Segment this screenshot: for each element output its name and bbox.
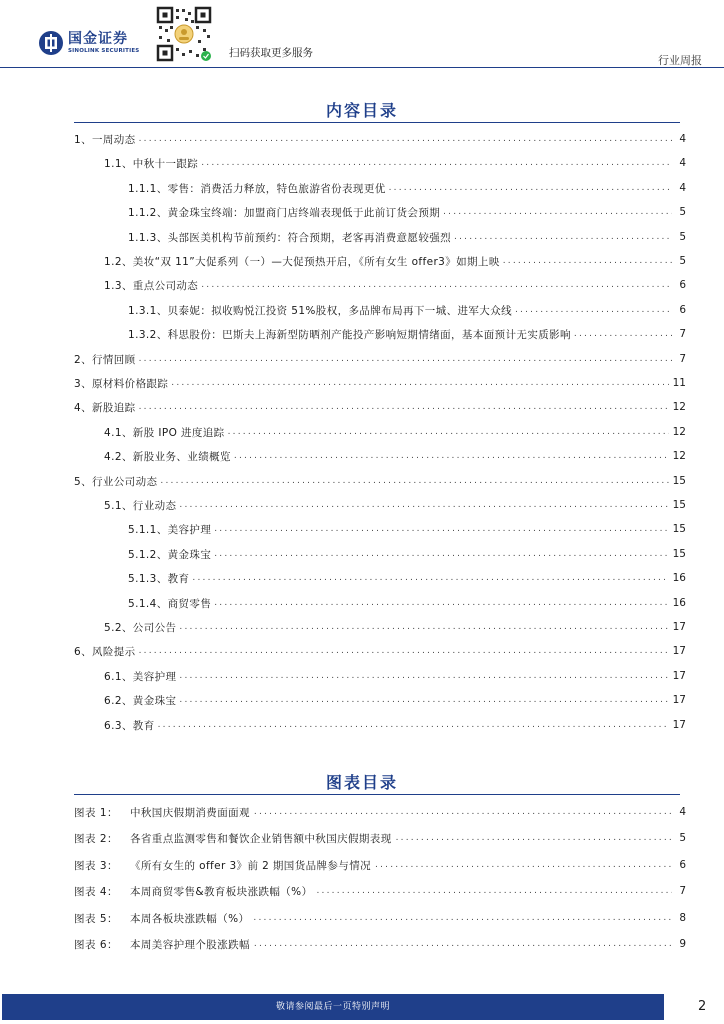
figure-entry-page: 7 (679, 885, 686, 897)
figure-entry-title: 本周各板块涨跌幅（%） (130, 912, 250, 925)
figure-entry-label: 图表 6： (74, 938, 119, 951)
figure-entry-label: 图表 1： (74, 806, 119, 819)
contents-title: 内容目录 (325, 101, 398, 120)
toc-leader-dots (574, 329, 672, 339)
figures-title-rule (74, 794, 680, 795)
toc-leader-dots (201, 158, 672, 168)
toc-leader-dots (192, 573, 668, 583)
toc-entry[interactable] (128, 325, 686, 343)
toc-entry-title: 6.2、黄金珠宝 (104, 694, 177, 707)
toc-entry-page: 15 (672, 523, 686, 535)
figure-leader-dots (254, 939, 672, 949)
toc-entry-page: 5 (679, 206, 686, 218)
toc-entry[interactable] (128, 594, 686, 612)
toc-entry-page: 17 (672, 694, 686, 706)
toc-entry-page: 12 (672, 401, 686, 413)
toc-entry-title: 6.1、美容护理 (104, 670, 177, 683)
toc-entry-title: 1.3.1、贝泰妮：拟收购悦江投资 51%股权，多品牌布局再下一城、进军大众线 (128, 304, 512, 317)
toc-entry-page: 5 (679, 255, 686, 267)
figure-entry-page: 4 (679, 806, 686, 818)
toc-entry[interactable] (128, 301, 686, 319)
toc-entry-title: 1、一周动态 (74, 133, 136, 146)
toc-entry-title: 1.1.2、黄金珠宝终端：加盟商门店终端表现低于此前订货会预期 (128, 206, 441, 219)
toc-leader-dots (160, 476, 668, 486)
toc-entry-page: 7 (679, 353, 686, 365)
qr-code-icon (156, 6, 212, 62)
figure-leader-dots (396, 833, 672, 843)
figure-entry-title: 《所有女生的 offer 3》前 2 期国货品牌参与情况 (130, 859, 372, 872)
toc-entry-title: 5.1、行业动态 (104, 499, 177, 512)
toc-entry-title: 4、新股追踪 (74, 401, 136, 414)
toc-leader-dots (201, 280, 672, 290)
toc-entry-title: 1.1.3、头部医美机构节前预约：符合预期，老客再消费意愿较强烈 (128, 231, 452, 244)
toc-entry[interactable] (104, 154, 686, 172)
toc-entry[interactable] (128, 545, 686, 563)
toc-entry[interactable] (104, 667, 686, 685)
toc-entry-page: 4 (679, 182, 686, 194)
toc-entry-title: 1.2、美妆“双 11”大促系列（一）—大促预热开启，《所有女生 offer3》如期上映 (104, 255, 500, 268)
logo-chinese-name: 国金证券 (68, 31, 128, 47)
page-header (0, 0, 724, 70)
figure-leader-dots (253, 913, 672, 923)
figure-leader-dots (375, 860, 672, 870)
toc-entry-page: 7 (679, 328, 686, 340)
figure-entry-title: 本周美容护理个股涨跌幅 (130, 938, 250, 951)
toc-entry[interactable] (128, 179, 686, 197)
toc-leader-dots (139, 646, 669, 656)
figure-entry[interactable] (74, 882, 686, 900)
toc-entry-page: 17 (672, 645, 686, 657)
header-divider (0, 67, 724, 68)
toc-leader-dots (158, 720, 669, 730)
toc-entry[interactable] (104, 691, 686, 709)
figure-entry-label: 图表 2： (74, 832, 119, 845)
toc-entry-title: 5.1.3、教育 (128, 572, 190, 585)
toc-entry-title: 1.3.2、科思股份：巴斯夫上海新型防晒剂产能投产影响短期情绪面，基本面预计无实质影响 (128, 328, 571, 341)
toc-entry-title: 5.2、公司公告 (104, 621, 177, 634)
figure-entry-title: 中秋国庆假期消费面面观 (130, 806, 250, 819)
figure-entry[interactable] (74, 803, 686, 821)
company-logo (38, 30, 139, 56)
toc-entry-page: 11 (672, 377, 686, 389)
toc-entry[interactable] (104, 618, 686, 636)
toc-entry-title: 5.1.4、商贸零售 (128, 597, 212, 610)
report-type-label: 行业周报 (658, 54, 702, 67)
toc-leader-dots (389, 183, 672, 193)
toc-entry-title: 5.1.1、美容护理 (128, 523, 212, 536)
toc-entry-page: 15 (672, 548, 686, 560)
toc-entry[interactable] (128, 203, 686, 221)
toc-entry-page: 17 (672, 719, 686, 731)
toc-leader-dots (443, 207, 672, 217)
toc-leader-dots (515, 305, 672, 315)
toc-entry[interactable] (128, 520, 686, 538)
figure-entry-page: 5 (679, 832, 686, 844)
toc-entry-title: 4.1、新股 IPO 进度追踪 (104, 426, 225, 439)
figure-leader-dots (254, 807, 672, 817)
logo-english-name: SINOLINK SECURITIES (68, 48, 140, 54)
toc-entry[interactable] (128, 569, 686, 587)
toc-leader-dots (234, 451, 669, 461)
toc-entry-page: 6 (679, 279, 686, 291)
toc-entry-page: 15 (672, 475, 686, 487)
toc-entry[interactable] (104, 496, 686, 514)
figure-entry-title: 各省重点监测零售和餐饮企业销售额中秋国庆假期表现 (130, 832, 392, 845)
toc-entry[interactable] (74, 642, 686, 660)
toc-entry[interactable] (74, 472, 686, 490)
toc-entry-title: 6.3、教育 (104, 719, 155, 732)
toc-leader-dots (139, 402, 669, 412)
toc-entry[interactable] (104, 716, 686, 734)
figure-entry[interactable] (74, 935, 686, 953)
toc-entry[interactable] (74, 374, 686, 392)
figure-entry[interactable] (74, 829, 686, 847)
figure-entry-label: 图表 4： (74, 885, 119, 898)
toc-leader-dots (139, 134, 672, 144)
toc-entry[interactable] (104, 423, 686, 441)
toc-entry-title: 1.1.1、零售：消费活力释放，特色旅游省份表现更优 (128, 182, 386, 195)
toc-entry[interactable] (128, 228, 686, 246)
toc-leader-dots (228, 427, 669, 437)
figure-entry-title: 本周商贸零售&教育板块涨跌幅（%） (130, 885, 313, 898)
toc-entry-page: 6 (679, 304, 686, 316)
toc-entry-title: 1.3、重点公司动态 (104, 279, 199, 292)
toc-entry-page: 17 (672, 670, 686, 682)
toc-leader-dots (214, 524, 668, 534)
toc-entry[interactable] (104, 447, 686, 465)
toc-entry[interactable] (74, 350, 686, 368)
figure-entry-label: 图表 3： (74, 859, 119, 872)
toc-entry-title: 5.1.2、黄金珠宝 (128, 548, 212, 561)
toc-leader-dots (139, 354, 672, 364)
figure-entry-page: 9 (679, 938, 686, 950)
toc-leader-dots (214, 549, 668, 559)
toc-entry-title: 2、行情回顾 (74, 353, 136, 366)
toc-entry-title: 3、原材料价格跟踪 (74, 377, 169, 390)
scan-for-service-text: 扫码获取更多服务 (229, 47, 313, 59)
toc-leader-dots (179, 500, 668, 510)
toc-leader-dots (179, 695, 668, 705)
toc-entry-page: 16 (672, 572, 686, 584)
toc-entry[interactable] (74, 130, 686, 148)
toc-entry-title: 5、行业公司动态 (74, 475, 158, 488)
toc-entry-page: 16 (672, 597, 686, 609)
toc-entry-page: 5 (679, 231, 686, 243)
figure-entry[interactable] (74, 856, 686, 874)
toc-entry[interactable] (104, 276, 686, 294)
figure-entry-page: 6 (679, 859, 686, 871)
toc-leader-dots (454, 232, 672, 242)
toc-entry-title: 6、风险提示 (74, 645, 136, 658)
figure-entry[interactable] (74, 909, 686, 927)
page-number: 2 (698, 999, 707, 1014)
footer-bar (2, 994, 664, 1020)
toc-entry-page: 4 (679, 157, 686, 169)
toc-leader-dots (214, 598, 668, 608)
toc-entry-page: 4 (679, 133, 686, 145)
toc-entry[interactable] (104, 252, 686, 270)
toc-entry-title: 4.2、新股业务、业绩概览 (104, 450, 231, 463)
toc-entry-page: 15 (672, 499, 686, 511)
toc-leader-dots (171, 378, 668, 388)
figure-leader-dots (316, 886, 672, 896)
toc-entry[interactable] (74, 398, 686, 416)
toc-entry-page: 12 (672, 450, 686, 462)
toc-entry-page: 17 (672, 621, 686, 633)
toc-entry-title: 1.1、中秋十一跟踪 (104, 157, 199, 170)
figures-title: 图表目录 (325, 773, 398, 792)
toc-leader-dots (503, 256, 672, 266)
toc-leader-dots (179, 671, 668, 681)
toc-leader-dots (179, 622, 668, 632)
figure-entry-page: 8 (679, 912, 686, 924)
contents-title-rule (74, 122, 680, 123)
sinolink-logo-icon (38, 30, 64, 56)
figure-entry-label: 图表 5： (74, 912, 119, 925)
footer-disclaimer: 敬请参阅最后一页特别声明 (275, 1002, 390, 1012)
toc-entry-page: 12 (672, 426, 686, 438)
